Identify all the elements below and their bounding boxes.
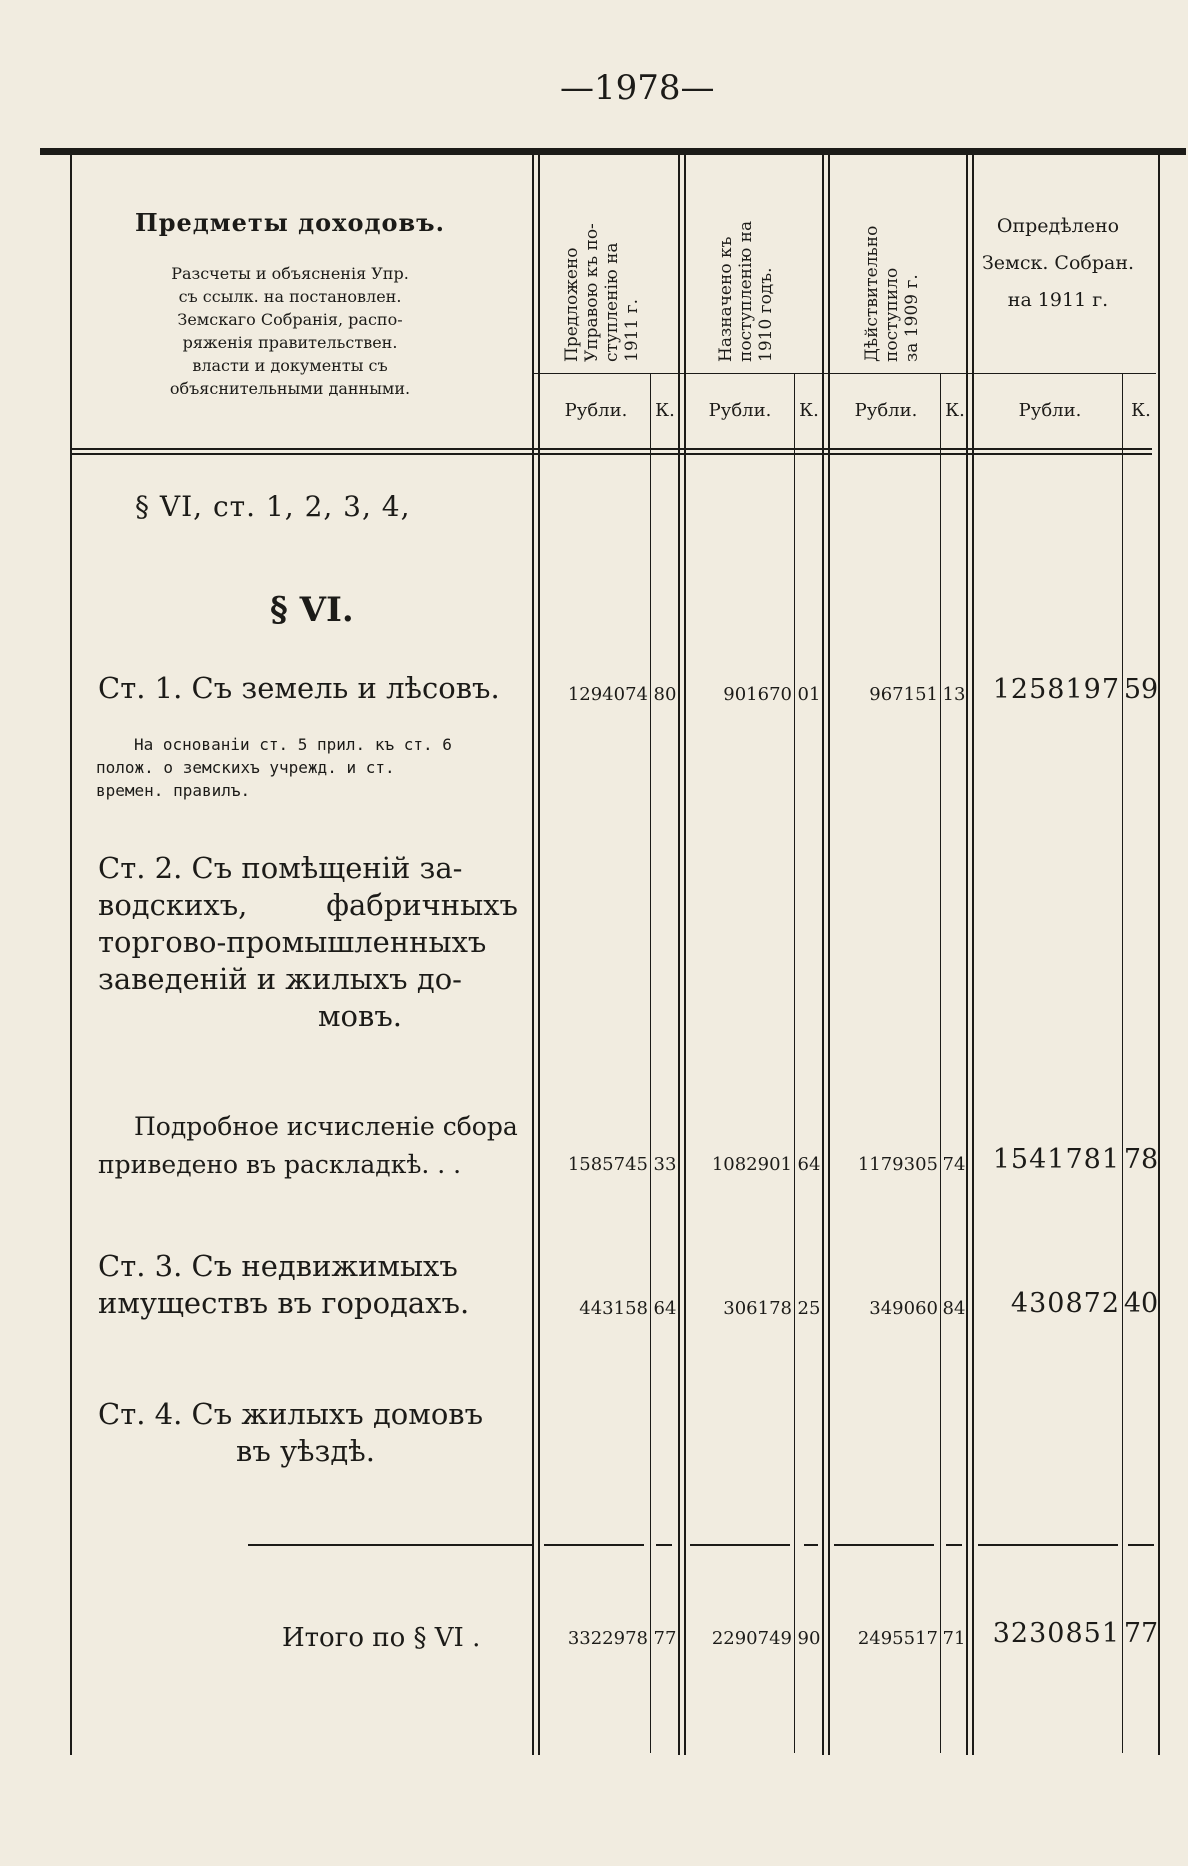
art2-proposed-kop: 33 [653, 1154, 677, 1175]
section-heading: § VI. [270, 590, 354, 630]
column-header-proposed: Предложено Управою къ по- ступленію на 1911 г. [562, 223, 642, 362]
unit-rub-4: Рубли. [1018, 400, 1082, 421]
total-assigned-rub: 2290749 [711, 1628, 792, 1649]
column-header-determined-1911: Опредѣлено Земск. Собран. на 1911 г. [981, 215, 1135, 311]
column-header-assigned-1910: Назначено къ поступленію на 1910 годъ. [716, 220, 776, 362]
section-reference: § VI, ст. 1, 2, 3, 4, [135, 490, 411, 523]
total-determined-kop: 77 [1123, 1618, 1159, 1649]
total-proposed-rub: 3322978 [567, 1628, 648, 1649]
total-rule [248, 1544, 532, 1546]
article-2-detail: Подробное исчисленіе сбора приведено въ раскладкѣ. . . [98, 1112, 518, 1179]
art1-determined-kop: 59 [1123, 674, 1159, 705]
total-actual-rub: 2495517 [857, 1628, 938, 1649]
art3-proposed-kop: 64 [653, 1298, 677, 1319]
total-actual-kop: 71 [942, 1628, 966, 1649]
art3-assigned-rub: 306178 [723, 1298, 792, 1319]
art1-determined-rub: 1258197 [992, 674, 1120, 705]
article-2-title: Ст. 2. Съ помѣщеній за- водскихъ, фабричныхъ торгово-промышленныхъ заведеній и жилыхъ до- мовъ. [98, 851, 518, 1033]
art1-proposed-rub: 1294074 [567, 684, 648, 705]
right-border [1158, 155, 1160, 1755]
header-rule [72, 448, 1152, 450]
column-header-description: Разсчеты и объясненія Упр. съ ссылк. на постановлен. Земскаго Собранія, распо- ряженія правительствен. власти и документы съ объяснительными данными. [169, 264, 411, 398]
article-4-title: Ст. 4. Съ жилыхъ домовъ въ уѣздѣ. [98, 1397, 484, 1468]
article-3-title: Ст. 3. Съ недвижимыхъ имуществъ въ городахъ. [98, 1249, 470, 1320]
total-label: Итого по § VI . [282, 1623, 481, 1653]
art2-assigned-rub: 1082901 [711, 1154, 792, 1175]
total-assigned-kop: 90 [797, 1628, 821, 1649]
column-header-subject: Предметы доходовъ. [135, 208, 445, 237]
art1-assigned-rub: 901670 [723, 684, 792, 705]
art2-proposed-rub: 1585745 [567, 1154, 648, 1175]
page-number: —1978— [560, 68, 715, 108]
art1-proposed-kop: 80 [653, 684, 677, 705]
unit-kop-4: К. [1131, 400, 1151, 421]
unit-kop-1: К. [655, 400, 675, 421]
art3-proposed-rub: 443158 [579, 1298, 648, 1319]
art3-determined-rub: 430872 [1010, 1288, 1120, 1319]
article-1-title: Ст. 1. Съ земель и лѣсовъ. [98, 671, 500, 705]
art2-actual-rub: 1179305 [857, 1154, 938, 1175]
left-border [70, 155, 72, 1755]
total-determined-rub: 3230851 [992, 1618, 1120, 1649]
art1-actual-rub: 967151 [869, 684, 938, 705]
unit-rub-3: Рубли. [854, 400, 918, 421]
unit-kop-3: К. [945, 400, 965, 421]
art1-assigned-kop: 01 [797, 684, 821, 705]
art3-actual-kop: 84 [942, 1298, 966, 1319]
top-rule [40, 148, 1186, 155]
art2-determined-rub: 1541781 [992, 1144, 1120, 1175]
article-1-note: На основаніи ст. 5 прил. къ ст. 6 полож. о земскихъ учрежд. и ст. времен. правилъ. [96, 735, 452, 800]
unit-rub-1: Рубли. [564, 400, 628, 421]
art3-assigned-kop: 25 [797, 1298, 821, 1319]
art2-assigned-kop: 64 [797, 1154, 821, 1175]
art3-determined-kop: 40 [1123, 1288, 1159, 1319]
unit-kop-2: К. [799, 400, 819, 421]
art2-determined-kop: 78 [1123, 1144, 1159, 1175]
unit-rub-2: Рубли. [708, 400, 772, 421]
column-header-actual-1909: Дѣйствительно поступило за 1909 г. [862, 225, 922, 362]
art1-actual-kop: 13 [942, 684, 966, 705]
art2-actual-kop: 74 [942, 1154, 966, 1175]
total-proposed-kop: 77 [653, 1628, 677, 1649]
art3-actual-rub: 349060 [869, 1298, 938, 1319]
